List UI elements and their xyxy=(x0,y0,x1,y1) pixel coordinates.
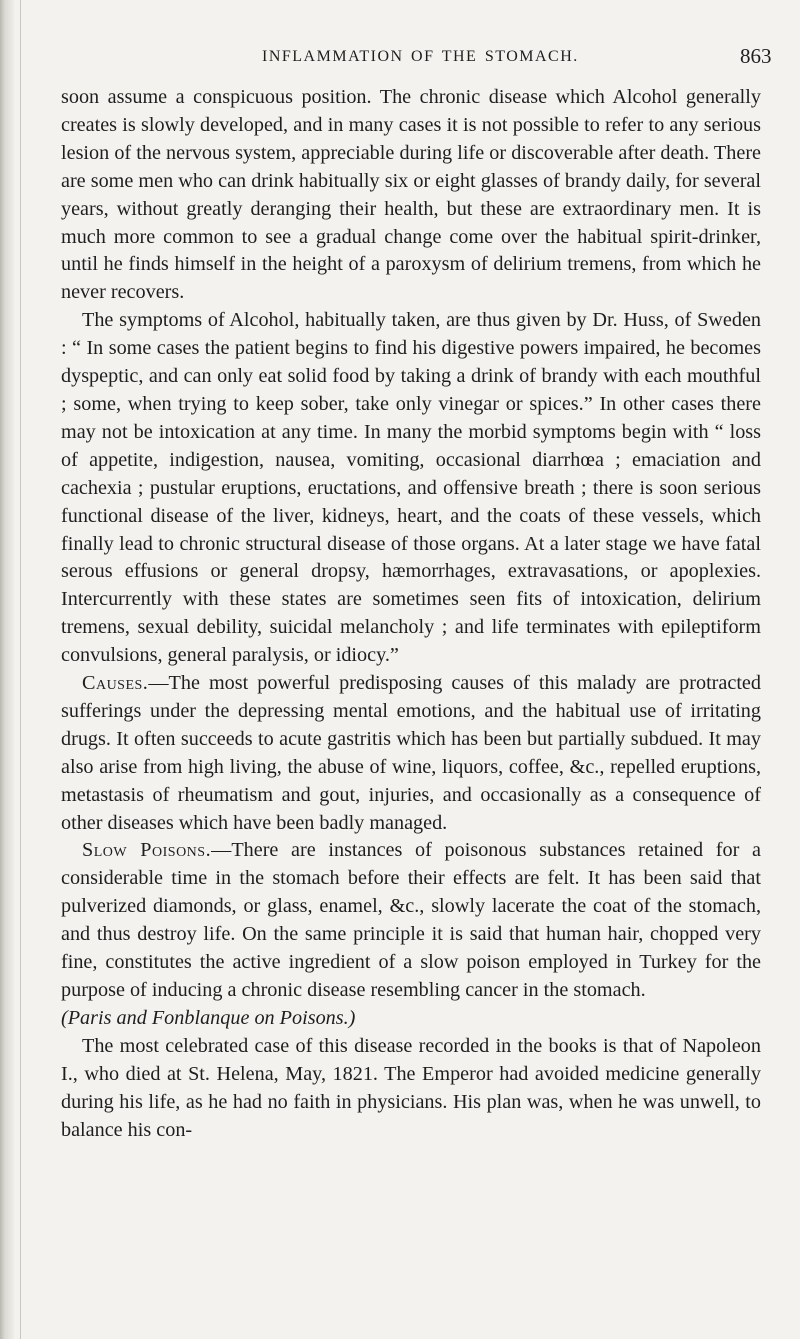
running-title: INFLAMMATION OF THE STOMACH. xyxy=(262,48,579,65)
body-text xyxy=(61,84,761,1144)
paragraph: soon assume a conspicuous position. The chronic disease which Alcohol generally creates is slowly developed, and in many cases it is not possible to refer to any serious lesion of the nervous system, appreciable during life or discoverable after death. There are some men who can drink habitually six or eight glasses of brandy daily, for several years, without greatly deranging their health, but these are extraordinary men. It is much more common to see a gradual change come over the habitual spirit-drinker, until he finds himself in the height of a paroxysm of delirium tremens, from which he never recovers. xyxy=(61,86,761,304)
paragraph-text: —The most powerful predisposing causes of this malady are protracted sufferings under the depressing mental emotions, and the habitual use of irritating drugs. It often succeeds to acute gastritis which has been but partially subdued. It may also arise from high living, the abuse of wine, liquors, coffee, &c., repelled eruptions, metastasis of rheumatism and gout, injuries, and occasionally as a consequence of other diseases which have been badly managed. xyxy=(61,672,761,834)
running-header xyxy=(0,44,800,74)
paragraph-text: —There are instances of poisonous substances retained for a considerable time in the stomach before their effects are felt. It has been said that pulverized diamonds, or glass, enamel, &c., slowly lacerate the coat of the stomach, and thus destroy life. On the same principle it is said that human hair, chopped very fine, constitutes the active ingredient of a slow poison employed in Turkey for the purpose of inducing a chronic disease resembling cancer in the stomach. xyxy=(61,839,761,1001)
page-binding-edge xyxy=(0,0,14,1339)
paragraph xyxy=(61,670,761,837)
paragraph: The symptoms of Alcohol, habitually taken, are thus given by Dr. Huss, of Sweden : “ In some cases the patient begins to find his digestive powers impaired, he becomes dyspeptic, and can only eat solid food by taking a drink of brandy with each mouthful ; some, when trying to keep sober, take only vinegar or spices.” In other cases there may not be intoxication at any time. In many the morbid symptoms begin with “ loss of appetite, indigestion, nausea, vomiting, occasional diarrhœa ; emaciation and cachexia ; pustular eruptions, eructations, and offensive breath ; there is soon serious functional disease of the liver, kidneys, heart, and the coats of these vessels, which finally lead to chronic structural disease of those organs. At a later stage we have fatal serous effusions or general dropsy, hæmorrhages, extravasations, or apoplexies. Intercurrently with these states are sometimes seen fits of intoxication, delirium tremens, sexual debility, suicidal melancholy ; and life terminates with epileptiform convulsions, general paralysis, or idiocy.” xyxy=(61,309,761,667)
citation: (Paris and Fonblanque on Poisons.) xyxy=(61,1006,356,1029)
page-number: 863 xyxy=(740,44,772,68)
paragraph: The most celebrated case of this disease recorded in the books is that of Napoleon I., who died at St. Helena, May, 1821. The Emperor had avoided medicine generally during his life, as he had no faith in physicians. His plan was, when he was unwell, to balance his con- xyxy=(61,1034,761,1141)
page-binding-line xyxy=(20,0,21,1339)
section-label: Causes. xyxy=(82,672,149,695)
paragraph xyxy=(61,837,761,1032)
section-label: Slow Poisons. xyxy=(82,839,212,862)
